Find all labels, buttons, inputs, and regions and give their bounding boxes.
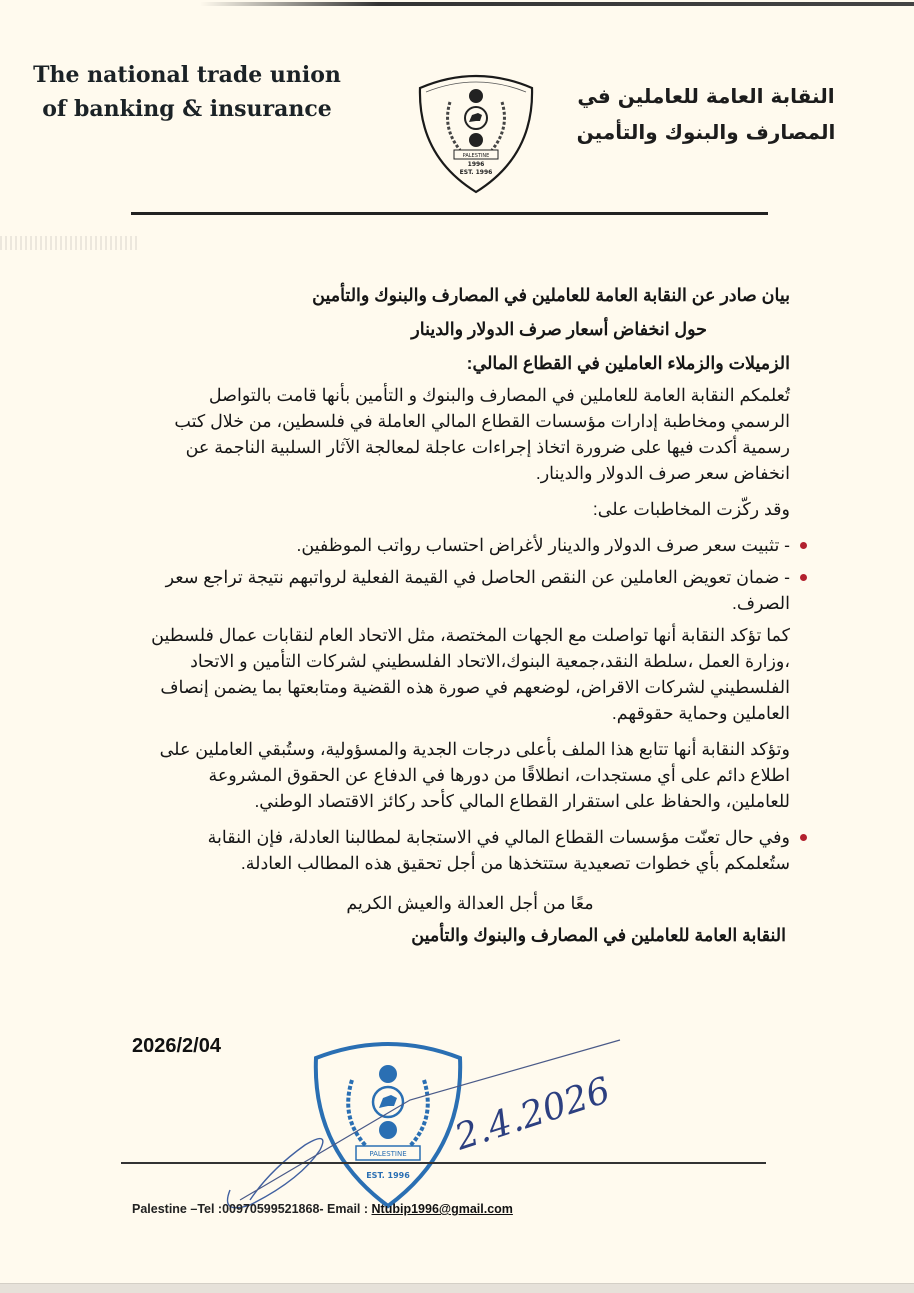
statement-body [150, 278, 790, 948]
english-name-line1: The national trade union [33, 62, 341, 88]
footer-divider [121, 1162, 766, 1164]
closing-line: معًا من أجل العدالة والعيش الكريم [346, 893, 594, 913]
svg-text:EST. 1996: EST. 1996 [366, 1171, 410, 1180]
scan-top-edge [200, 2, 914, 6]
paragraph-3: وتؤكد النقابة أنها تتابع هذا الملف بأعلى درجات الجدية والمسؤولية، وستُبقي العاملين على اطلاع دائم على أي مستجدات، انطلاقًا من دورها في الدفاع عن الحقوق المشروعة للعاملين، والحفاظ على استقرار القطاع المالي كأحد ركائز الاقتصاد الوطني. [159, 739, 790, 811]
scan-noise [0, 236, 140, 250]
focus-intro: وقد ركّزت المخاطبات على: [592, 499, 790, 519]
svg-text:1996: 1996 [467, 161, 485, 168]
email-link[interactable]: Ntubip1996@gmail.com [371, 1202, 513, 1216]
english-union-name [22, 58, 352, 126]
paragraph-4: وفي حال تعنّت مؤسسات القطاع المالي في الاستجابة لمطالبنا العادلة، فإن النقابة ستُعلمكم بأي خطوات تصعيدية ستتخذها من أجل تحقيق هذه المطالب العادلة. [207, 827, 790, 873]
paragraph-2: كما تؤكد النقابة أنها تواصلت مع الجهات المختصة، مثل الاتحاد العام لنقابات عمال فلسطين ،وزارة العمل ،سلطة النقد،جمعية البنوك،الاتحاد الفلسطيني لشركات التأمين و الاتحاد الفلسطيني لشركات الاقراض، لوضعهم في صورة هذه القضية ومتابعتها بما يضمن إنصاف العاملين وحماية حقوقهم. [151, 625, 790, 723]
bullet-dot-icon [800, 834, 807, 841]
bullet-item [150, 532, 790, 558]
header-divider [131, 212, 768, 215]
bullet-text: - ضمان تعويض العاملين عن النقص الحاصل في القيمة الفعلية لرواتبهم نتيجة تراجع سعر الصرف. [165, 567, 790, 613]
english-name-line2: of banking & insurance [42, 96, 332, 122]
bullet-dot-icon [800, 574, 807, 581]
svg-text:PALESTINE: PALESTINE [369, 1150, 407, 1158]
svg-text:EST. 1996: EST. 1996 [459, 169, 493, 176]
bullet-text: - تثبيت سعر صرف الدولار والدينار لأغراض احتساب رواتب الموظفين. [296, 535, 790, 555]
signatory-organization: النقابة العامة للعاملين في المصارف والبنوك والتأمين [411, 925, 786, 945]
salutation: الزميلات والزملاء العاملين في القطاع المالي: [466, 353, 790, 373]
statement-date: 2026/2/04 [132, 1035, 221, 1057]
paragraph-1: تُعلمكم النقابة العامة للعاملين في المصارف والبنوك و التأمين بأنها قامت بالتواصل الرسمي ومخاطبة إدارات مؤسسات القطاع المالي العاملة في فلسطين، من خلال كتب رسمية أكدت فيها على ضرورة اتخاذ إجراءات عاجلة لمعالجة الآثار السلبية الناجمة عن انخفاض سعر صرف الدولار والدينار. [174, 385, 790, 483]
svg-text:2.4.2026: 2.4.2026 [450, 1070, 616, 1159]
bullet-item [150, 564, 790, 616]
arabic-name-line1: النقابة العامة للعاملين في [577, 84, 835, 108]
statement-title: بيان صادر عن النقابة العامة للعاملين في المصارف والبنوك والتأمين [312, 285, 790, 305]
bullet-dot-icon [800, 542, 807, 549]
arabic-union-name [546, 78, 866, 150]
union-shield-logo-icon [416, 66, 536, 194]
contact-phone-text: Palestine –Tel :00970599521868- Email : [132, 1202, 372, 1216]
handwritten-signature [210, 1030, 630, 1220]
svg-text:PALESTINE: PALESTINE [462, 153, 490, 159]
bullet-item [150, 824, 790, 876]
statement-subtitle: حول انخفاض أسعار صرف الدولار والدينار [411, 319, 707, 339]
contact-footer [132, 1202, 513, 1216]
arabic-name-line2: المصارف والبنوك والتأمين [576, 120, 836, 144]
